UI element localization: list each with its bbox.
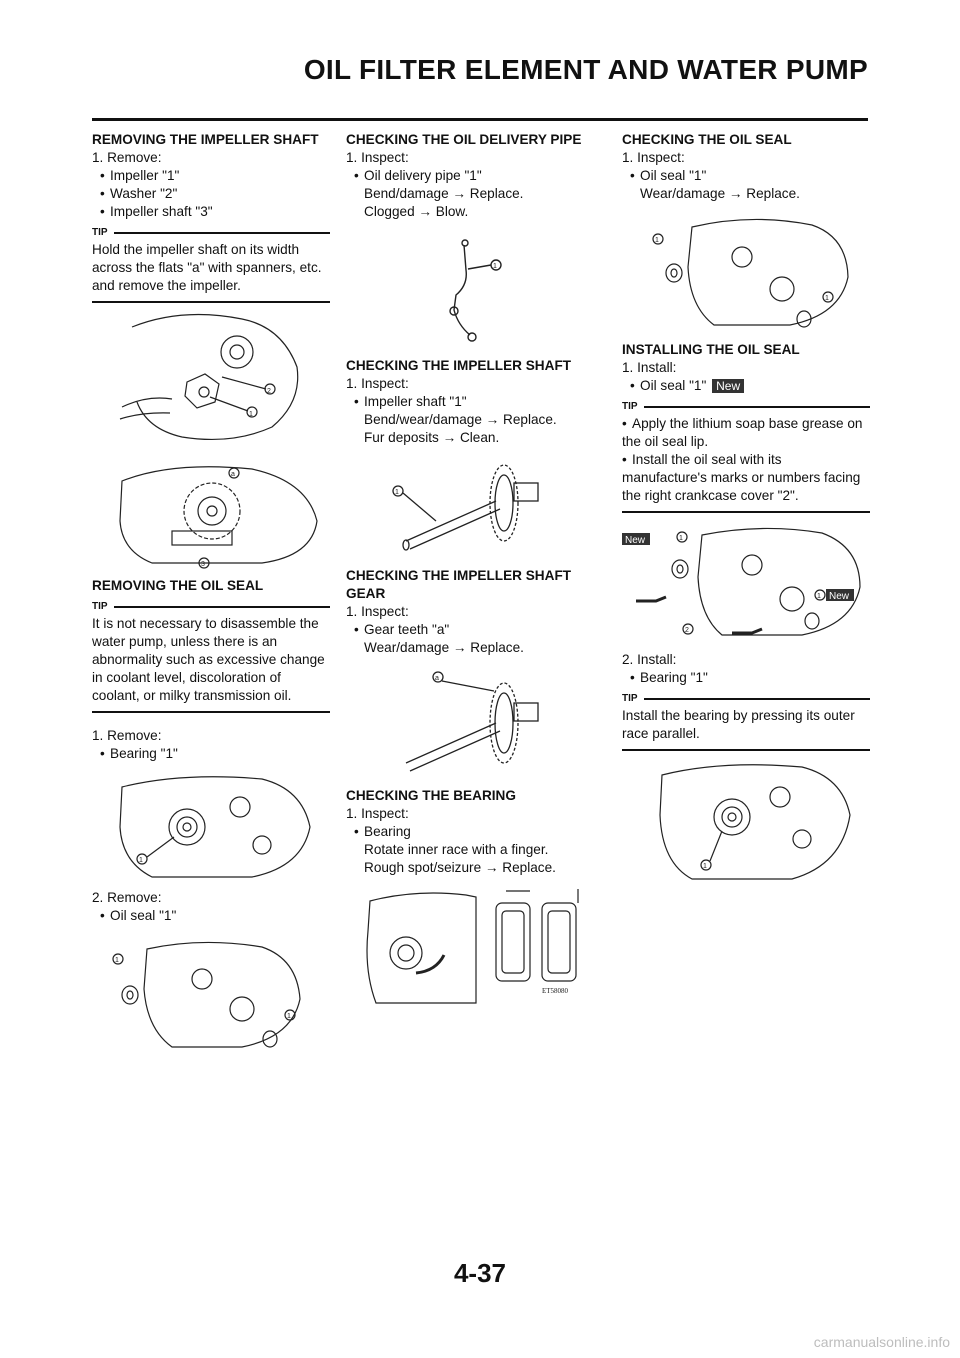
- watermark: carmanualsonline.info: [813, 1334, 950, 1350]
- tip-text: [622, 413, 870, 513]
- page-number: 4-37: [453, 1258, 507, 1288]
- bullet-item: • Oil delivery pipe "1": [354, 167, 602, 185]
- tip-bullet: • Apply the lithium soap base grease on the oil seal lip.: [622, 415, 870, 451]
- svg-text:a: a: [231, 471, 235, 478]
- tip-box: [622, 693, 870, 751]
- svg-text:1: 1: [817, 593, 821, 600]
- tip-box: [622, 401, 870, 513]
- tip-text: Install the bearing by pressing its outer race parallel.: [622, 705, 870, 751]
- step-line: 1. Inspect:: [346, 150, 409, 165]
- section-heading: CHECKING THE OIL DELIVERY PIPE: [346, 132, 582, 147]
- section-heading: INSTALLING THE OIL SEAL: [622, 342, 800, 357]
- new-badge: New: [625, 535, 646, 546]
- svg-text:3: 3: [201, 561, 205, 568]
- svg-text:2: 2: [267, 388, 271, 395]
- oil-seal-removal-illustration: [92, 929, 330, 1059]
- step-line: 2. Install:: [622, 652, 677, 667]
- bullet-item: • Oil seal "1": [100, 907, 330, 925]
- section-heading: CHECKING THE BEARING: [346, 788, 516, 803]
- bullet-item: • Oil seal "1": [630, 167, 870, 185]
- column-middle: [346, 131, 602, 1013]
- step-line: 1. Remove:: [92, 728, 162, 743]
- tip-label: TIP: [622, 401, 638, 412]
- column-left: [92, 131, 330, 1063]
- tip-label: TIP: [92, 227, 108, 238]
- step-line: 1. Inspect:: [622, 150, 685, 165]
- impeller-gear-check-illustration: [346, 661, 602, 783]
- bullet-item: • Impeller "1": [100, 167, 330, 185]
- impeller-shaft-check-illustration: [346, 451, 602, 563]
- step-line: 1. Inspect:: [346, 806, 409, 821]
- section-heading: REMOVING THE IMPELLER SHAFT: [92, 132, 319, 147]
- inspection-result: Fur deposits → Clean.: [364, 430, 500, 445]
- svg-text:1: 1: [825, 295, 829, 302]
- step-line: 1. Inspect:: [346, 376, 409, 391]
- column-right: [622, 131, 870, 899]
- figure-code: ET58080: [542, 987, 569, 995]
- oil-seal-check-illustration: [622, 207, 870, 337]
- bullet-item: • Gear teeth "a": [354, 621, 602, 639]
- bullet-item: • Bearing "1": [100, 745, 330, 763]
- page-title: OIL FILTER ELEMENT AND WATER PUMP: [303, 54, 868, 85]
- tip-label: TIP: [92, 601, 108, 612]
- impeller-removal-illustration: [92, 307, 330, 447]
- svg-text:1: 1: [115, 957, 119, 964]
- step-line: 1. Remove:: [92, 150, 162, 165]
- oil-delivery-pipe-illustration: [346, 225, 602, 353]
- tip-box: [92, 601, 330, 713]
- tip-text: Hold the impeller shaft on its width across the flats "a" with spanners, etc. and remove the impeller.: [92, 239, 330, 303]
- inspection-result: Clogged → Blow.: [364, 204, 469, 219]
- inspection-result: Bend/damage → Replace.: [364, 186, 524, 201]
- title-divider: [92, 118, 868, 121]
- inspection-result: Wear/damage → Replace.: [640, 186, 800, 201]
- step-line: 2. Remove:: [92, 890, 162, 905]
- svg-text:1: 1: [287, 1013, 291, 1020]
- bullet-item: • Impeller shaft "3": [100, 203, 330, 221]
- section-heading: REMOVING THE OIL SEAL: [92, 578, 264, 593]
- tip-text: It is not necessary to disassemble the water pump, unless there is an abnormality such as excessive change in coolant level, discoloration of coolant, or milky transmission oil.: [92, 613, 330, 713]
- bullet-item: • Impeller shaft "1": [354, 393, 602, 411]
- step-line: 1. Install:: [622, 360, 677, 375]
- section-heading: CHECKING THE OIL SEAL: [622, 132, 792, 147]
- oil-seal-install-illustration: [622, 517, 870, 647]
- bullet-item: • Bearing: [354, 823, 602, 841]
- section-heading: CHECKING THE IMPELLER SHAFT: [346, 358, 572, 373]
- new-badge: New: [829, 591, 850, 602]
- bullet-item: • Washer "2": [100, 185, 330, 203]
- section-heading: CHECKING THE IMPELLER SHAFT GEAR: [346, 568, 572, 601]
- inspection-result: Rough spot/seizure → Replace.: [364, 860, 556, 875]
- bearing-install-illustration: [622, 755, 870, 895]
- bullet-text: Oil seal "1": [640, 378, 707, 393]
- bearing-check-illustration: [346, 881, 602, 1009]
- inspection-result: Bend/wear/damage → Replace.: [364, 412, 557, 427]
- step-line: 1. Inspect:: [346, 604, 409, 619]
- svg-text:1: 1: [493, 263, 497, 270]
- tip-label: TIP: [622, 693, 638, 704]
- impeller-shaft-illustration: [92, 451, 330, 571]
- svg-text:a: a: [435, 675, 439, 682]
- svg-text:1: 1: [139, 857, 143, 864]
- tip-box: [92, 227, 330, 303]
- bullet-item: [630, 377, 870, 395]
- inspection-result: Rotate inner race with a finger.: [364, 842, 549, 857]
- tip-bullet: • Install the oil seal with its manufacture's marks or numbers facing the right crankcase cover "2".: [622, 451, 870, 505]
- bearing-removal-illustration: [92, 767, 330, 885]
- svg-text:1: 1: [395, 489, 399, 496]
- svg-text:1: 1: [249, 411, 253, 418]
- inspection-result: Wear/damage → Replace.: [364, 640, 524, 655]
- svg-text:2: 2: [685, 627, 689, 634]
- svg-text:1: 1: [679, 535, 683, 542]
- svg-text:1: 1: [655, 237, 659, 244]
- new-badge: New: [712, 379, 744, 393]
- bullet-item: • Bearing "1": [630, 669, 870, 687]
- svg-text:1: 1: [703, 863, 707, 870]
